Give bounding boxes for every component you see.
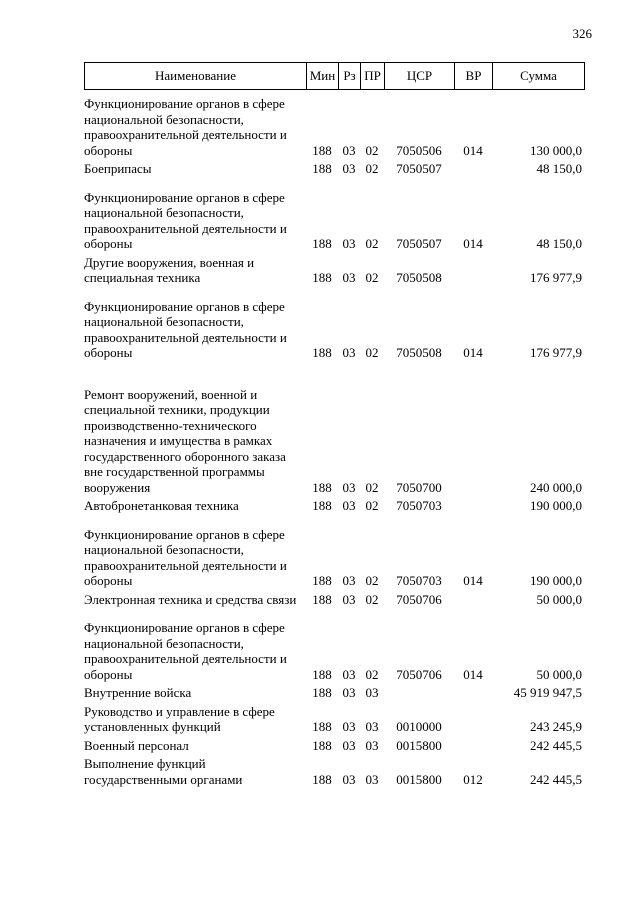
page-number: 326	[572, 26, 592, 41]
table-row	[84, 252, 584, 286]
row-rz: 03	[342, 270, 356, 285]
table-row	[84, 753, 584, 787]
row-min: 188	[312, 771, 332, 787]
row-vr: 014	[463, 573, 483, 588]
table-row	[84, 158, 584, 177]
row-rz: 03	[342, 737, 356, 753]
row-name: Автобронетанковая техника	[84, 498, 239, 513]
row-sum: 50 000,0	[536, 666, 582, 682]
row-name: Функционирование органов в сфере национальной безопасности, правоохранительной деятельности и обороны	[84, 620, 287, 682]
row-min: 188	[312, 685, 332, 700]
row-min: 188	[312, 498, 332, 513]
row-rz: 03	[342, 479, 356, 495]
table-row	[84, 607, 584, 682]
row-rz: 03	[342, 345, 356, 360]
row-sum: 190 000,0	[530, 573, 582, 588]
row-pr: 03	[365, 737, 379, 753]
row-min: 188	[312, 142, 332, 158]
row-rz: 03	[342, 719, 356, 734]
row-vr: 012	[463, 771, 483, 787]
header-min: Мин	[307, 63, 339, 90]
row-rz: 03	[342, 666, 356, 682]
header-csr: ЦСР	[385, 63, 455, 90]
row-csr: 7050507	[396, 236, 442, 251]
table-row	[84, 589, 584, 608]
header-vr: ВР	[455, 63, 493, 90]
table-row	[84, 361, 584, 496]
budget-table	[84, 62, 584, 787]
table-row	[84, 177, 584, 252]
row-min: 188	[312, 591, 332, 607]
row-name: Военный персонал	[84, 737, 189, 753]
row-pr: 02	[365, 345, 379, 360]
row-vr	[454, 252, 492, 286]
row-rz: 03	[342, 498, 356, 513]
row-sum: 243 245,9	[530, 719, 582, 734]
row-vr: 014	[463, 236, 483, 251]
row-min: 188	[312, 345, 332, 360]
row-sum: 48 150,0	[536, 161, 582, 176]
row-sum: 130 000,0	[530, 142, 582, 158]
row-pr: 03	[365, 719, 379, 734]
row-pr: 02	[365, 142, 379, 158]
row-pr: 02	[365, 479, 379, 495]
row-csr	[384, 682, 454, 701]
row-min: 188	[312, 737, 332, 753]
row-sum: 242 445,5	[530, 737, 582, 753]
row-sum: 48 150,0	[536, 236, 582, 251]
row-vr	[454, 361, 492, 496]
row-csr: 7050703	[396, 498, 442, 513]
row-rz: 03	[342, 771, 356, 787]
row-name: Другие вооружения, военная и специальная техника	[84, 254, 255, 285]
row-name: Функционирование органов в сфере национальной безопасности, правоохранительной деятельности и обороны	[84, 526, 287, 588]
row-sum: 50 000,0	[536, 591, 582, 607]
table-body	[84, 90, 584, 787]
row-rz: 03	[342, 236, 356, 251]
row-sum: 242 445,5	[530, 771, 582, 787]
row-csr: 7050700	[396, 479, 442, 495]
row-sum: 240 000,0	[530, 479, 582, 495]
table-row	[84, 286, 584, 361]
row-csr: 7050508	[396, 345, 442, 360]
row-pr: 02	[365, 236, 379, 251]
row-sum: 45 919 947,5	[513, 685, 582, 700]
row-min: 188	[312, 479, 332, 495]
row-csr: 7050706	[396, 591, 442, 607]
row-csr: 0015800	[396, 771, 442, 787]
row-csr: 7050706	[396, 666, 442, 682]
row-name: Функционирование органов в сфере национальной безопасности, правоохранительной деятельности и обороны	[84, 96, 287, 158]
row-csr: 0010000	[396, 719, 442, 734]
row-pr: 03	[365, 685, 379, 700]
row-vr: 014	[463, 142, 483, 158]
row-pr: 02	[365, 591, 379, 607]
row-rz: 03	[342, 685, 356, 700]
row-name: Руководство и управление в сфере установленных функций	[84, 703, 275, 734]
row-vr	[454, 495, 492, 514]
table-row	[84, 514, 584, 589]
header-rz: Рз	[339, 63, 361, 90]
row-vr: 014	[463, 345, 483, 360]
row-vr	[454, 589, 492, 608]
row-pr: 03	[365, 771, 379, 787]
row-name: Электронная техника и средства связи	[84, 591, 297, 607]
row-csr: 7050506	[396, 142, 442, 158]
row-vr: 014	[463, 666, 483, 682]
row-rz: 03	[342, 591, 356, 607]
table-header	[84, 62, 585, 90]
row-pr: 02	[365, 270, 379, 285]
row-vr	[454, 701, 492, 735]
row-vr	[454, 682, 492, 701]
row-vr	[454, 735, 492, 754]
row-name: Внутренние войска	[84, 685, 192, 700]
row-name: Функционирование органов в сфере национальной безопасности, правоохранительной деятельности и обороны	[84, 189, 287, 251]
row-csr: 7050508	[396, 270, 442, 285]
table-row	[84, 735, 584, 754]
table-row	[84, 90, 584, 158]
row-sum: 176 977,9	[530, 345, 582, 360]
table-row	[84, 682, 584, 701]
table-row	[84, 701, 584, 735]
row-min: 188	[312, 161, 332, 176]
row-min: 188	[312, 719, 332, 734]
row-csr: 7050507	[396, 161, 442, 176]
row-pr: 02	[365, 498, 379, 513]
row-min: 188	[312, 236, 332, 251]
header-pr: ПР	[361, 63, 385, 90]
row-name: Функционирование органов в сфере национальной безопасности, правоохранительной деятельности и обороны	[84, 298, 287, 360]
row-pr: 02	[365, 666, 379, 682]
row-csr: 7050703	[396, 573, 442, 588]
row-pr: 02	[365, 573, 379, 588]
row-pr: 02	[365, 161, 379, 176]
header-sum: Сумма	[493, 63, 585, 90]
row-rz: 03	[342, 573, 356, 588]
row-rz: 03	[342, 161, 356, 176]
row-min: 188	[312, 666, 332, 682]
row-rz: 03	[342, 142, 356, 158]
row-min: 188	[312, 573, 332, 588]
row-sum: 190 000,0	[530, 498, 582, 513]
row-csr: 0015800	[396, 737, 442, 753]
header-name: Наименование	[85, 63, 307, 90]
row-name: Выполнение функций государственными органами	[84, 756, 243, 787]
row-vr	[454, 158, 492, 177]
row-name: Боеприпасы	[84, 161, 152, 176]
row-name: Ремонт вооружений, военной и специальной техники, продукции производственно-технического назначения и имущества в рамках государственного оборонного заказа вне государственной программы вооружения	[84, 386, 286, 495]
table-row	[84, 495, 584, 514]
row-sum: 176 977,9	[530, 270, 582, 285]
row-min: 188	[312, 270, 332, 285]
